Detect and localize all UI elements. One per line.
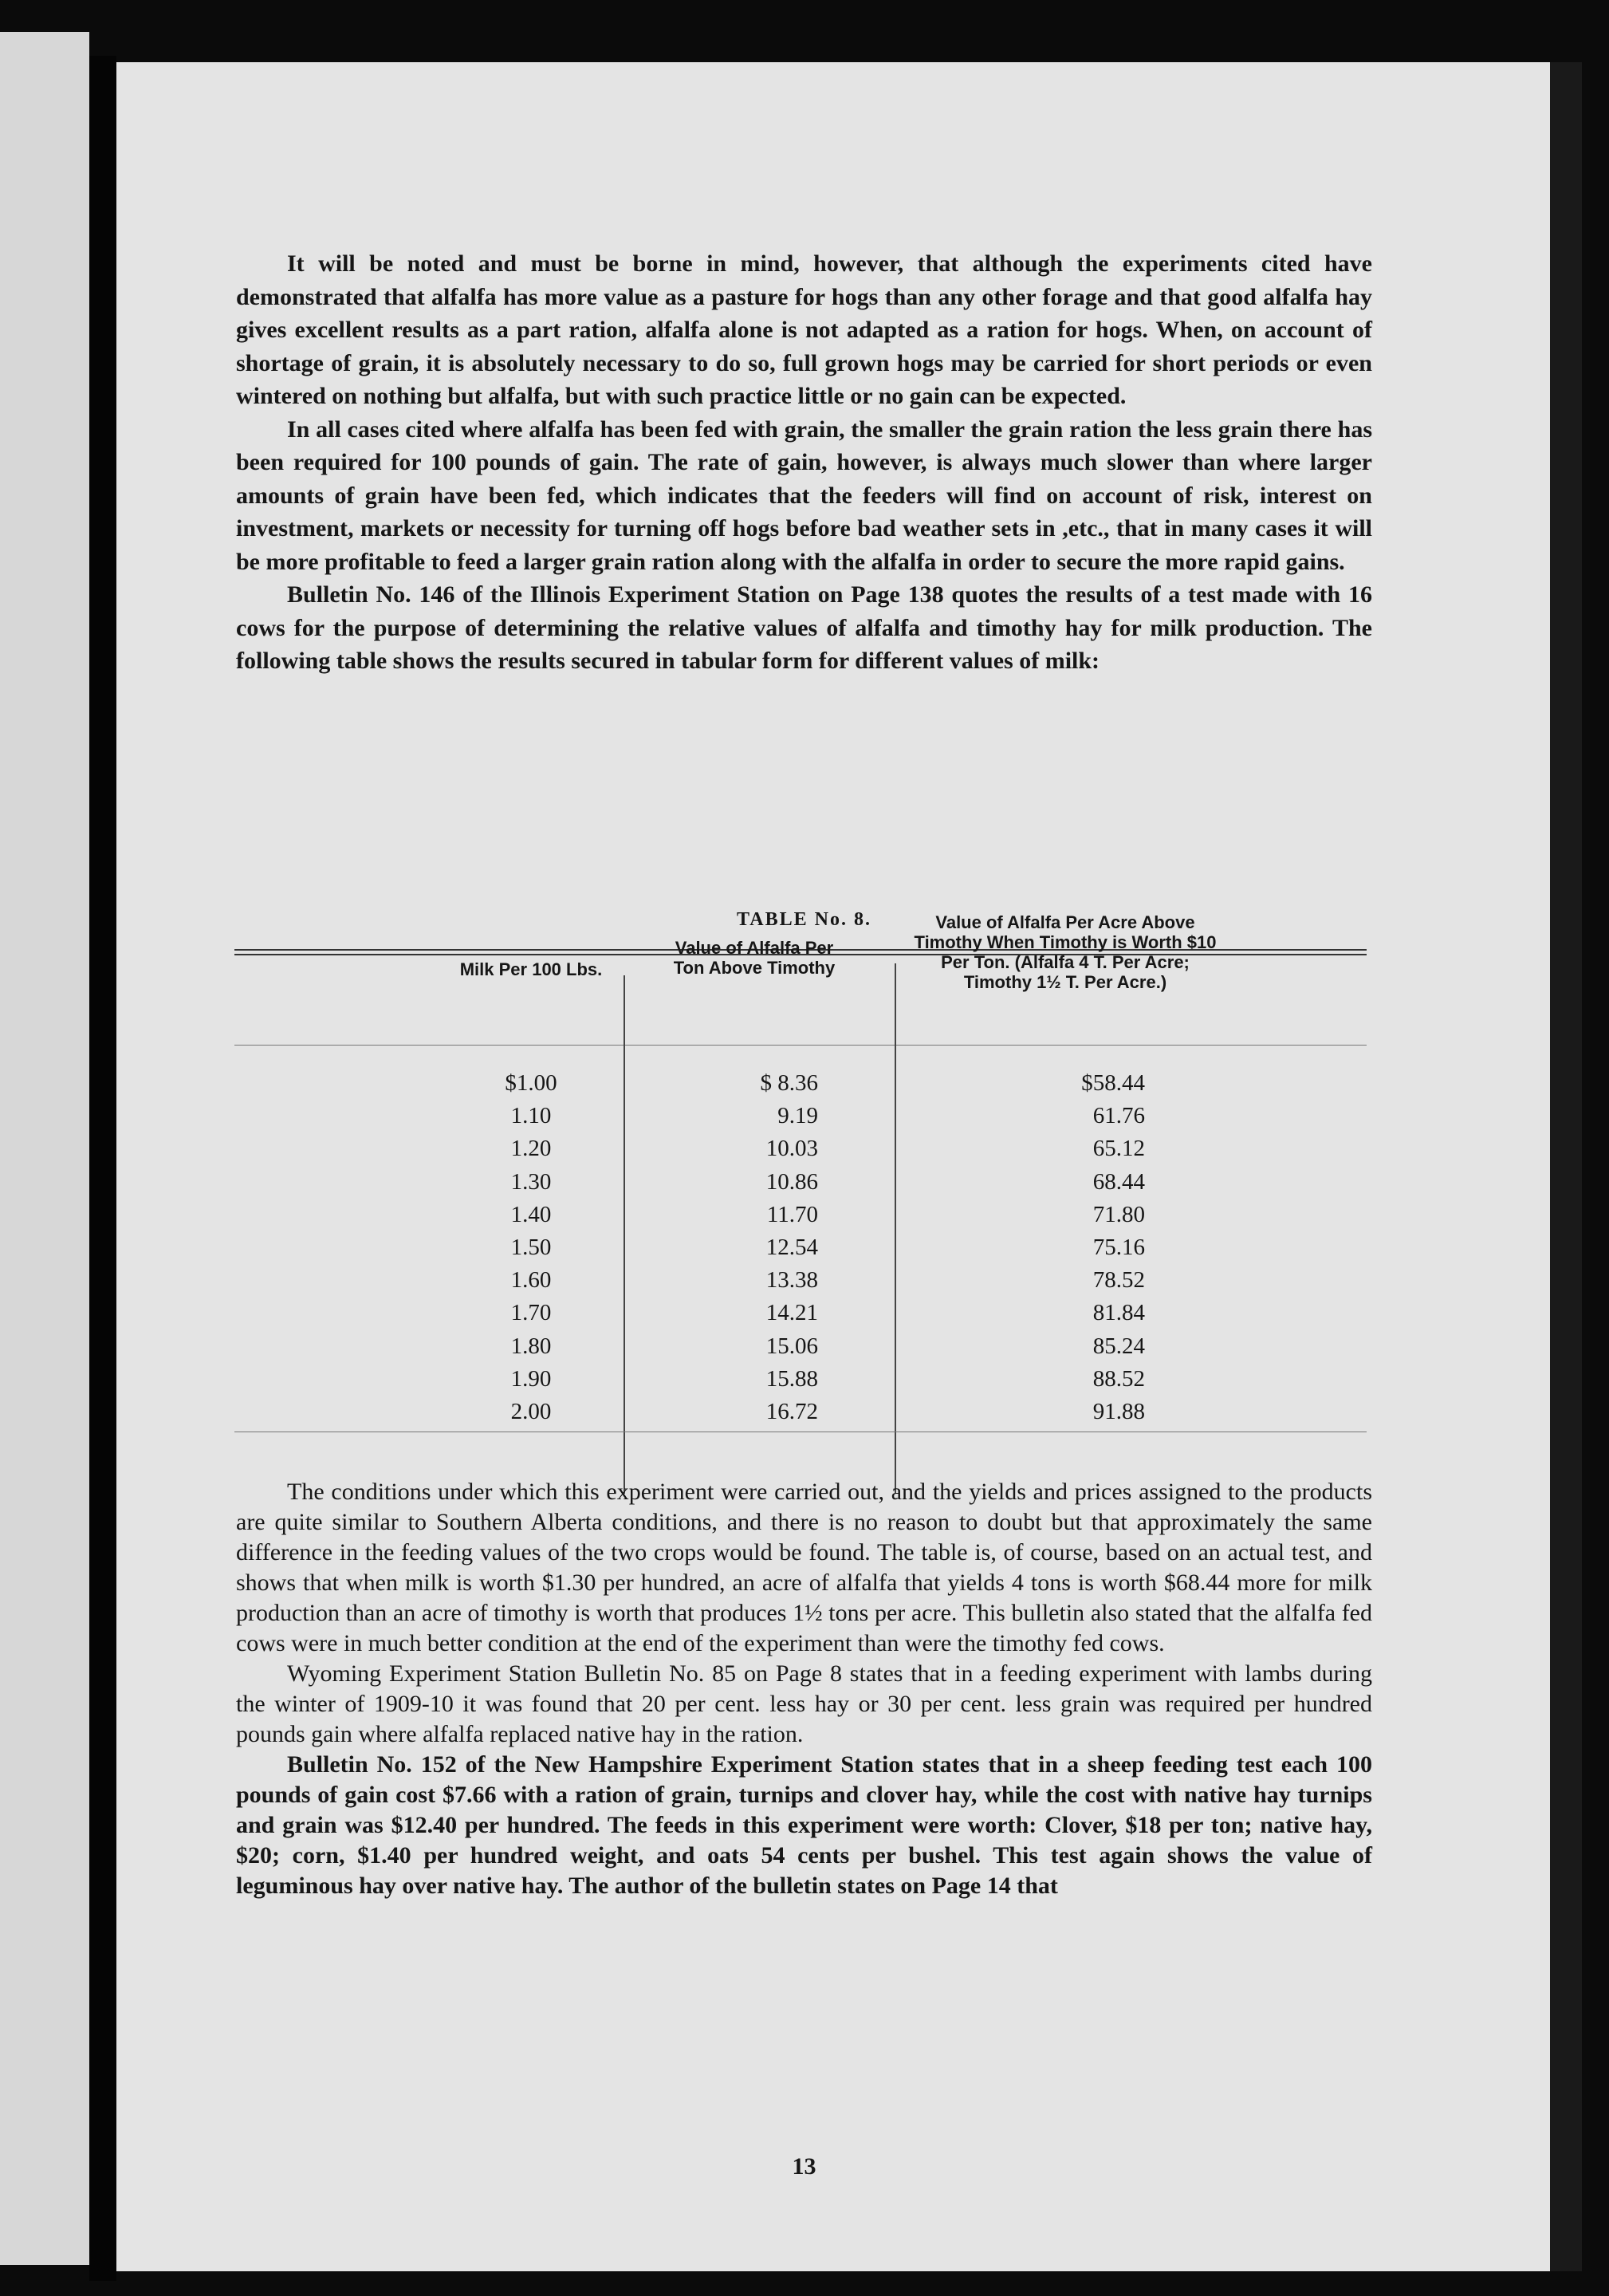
table-cell: $ 8.36 <box>760 1070 818 1096</box>
column-value-per-acre <box>1033 1067 1145 1428</box>
table-cell: 65.12 <box>1092 1136 1145 1162</box>
table-cell: 1.30 <box>510 1168 552 1195</box>
table-cell: 61.76 <box>1092 1103 1145 1129</box>
table-cell: 68.44 <box>1092 1168 1145 1195</box>
upper-text <box>236 247 1372 678</box>
table-cell: 10.86 <box>765 1168 818 1195</box>
table-cell: 1.80 <box>510 1333 552 1359</box>
header-milk-per-100-lbs: Milk Per 100 Lbs. <box>459 959 603 979</box>
table-cell: 1.10 <box>510 1103 552 1129</box>
paragraph-2: In all cases cited where alfalfa has been fed with grain, the smaller the grain ration the less grain there has been required for 100 pounds of gain. The rate of gain, however, is always much slower than where larger amounts of grain have been fed, which indicates that the feeders will find on account of risk, interest on investment, markets or necessity for turning off hogs before bad weather sets in ,etc., that in many cases it will be more profitable to feed a larger grain ration along with the alfalfa in order to secure the more rapid gains. <box>236 415 1372 575</box>
table-cell: 10.03 <box>765 1136 818 1162</box>
paragraph-3: Bulletin No. 146 of the Illinois Experiment Station on Page 138 quotes the results of a test made with 16 cows for the purpose of determining the relative values of alfalfa and timothy hay for milk production. The following table shows the results secured in tabular form for different values of milk: <box>236 581 1372 674</box>
table-cell: $58.44 <box>1081 1070 1145 1096</box>
table-cell: 15.88 <box>765 1365 818 1392</box>
table-cell: 91.88 <box>1092 1399 1145 1425</box>
table-cell: $1.00 <box>505 1070 557 1096</box>
document-page <box>116 62 1550 2271</box>
table-cell: 9.19 <box>777 1103 818 1129</box>
paragraph-4: The conditions under which this experiment were carried out, and the yields and prices assigned to the products are quite similar to Southern Alberta conditions, and there is no reason to doubt but that approximately the same difference in the feeding values of the two crops would be found. The table is, of course, based on an actual test, and shows that when milk is worth $1.30 per hundred, an acre of alfalfa that yields 4 tons is worth $68.44 more for milk production than an acre of timothy is worth that produces 1½ tons per acre. This bulletin also stated that the alfalfa fed cows were in much better condition at the end of the experiment than were the timothy fed cows. <box>236 1479 1372 1656</box>
column-milk-price <box>451 1067 611 1428</box>
paragraph-1: It will be noted and must be borne in mind, however, that although the experiments cited have demonstrated that alfalfa has more value as a pasture for hogs than any other forage and that good alfalfa hay gives excellent results as a part ration, alfalfa alone is not adapted as a ration for hogs. When, on account of shortage of grain, it is absolutely necessary to do so, full grown hogs may be carried for short periods or even wintered on nothing but alfalfa, but with such practice little or no gain can be expected. <box>236 250 1372 409</box>
table-cell: 2.00 <box>510 1399 552 1425</box>
binding-shadow <box>89 56 116 2281</box>
table-cell: 1.50 <box>510 1235 552 1261</box>
table-cell: 75.16 <box>1092 1235 1145 1261</box>
paragraph-6: Bulletin No. 152 of the New Hampshire Experiment Station states that in a sheep feeding test each 100 pounds of gain cost $7.66 with a ration of grain, turnips and clover hay, while the cost with native hay turnips and grain was $12.40 per hundred. The feeds in this experiment were worth: Clover, $18 per ton; native hay, $20; corn, $1.40 per hundred weight, and oats 54 cents per bushel. This test again shows the value of leguminous hay over native hay. The author of the bulletin states on Page 14 that <box>236 1751 1372 1899</box>
table-cell: 1.40 <box>510 1201 552 1227</box>
column-divider-1 <box>624 975 625 1494</box>
adjacent-page-sliver <box>0 32 89 2265</box>
table-cell: 81.84 <box>1092 1300 1145 1326</box>
table-cell: 1.60 <box>510 1267 552 1294</box>
paragraph-5: Wyoming Experiment Station Bulletin No. 85 on Page 8 states that in a feeding experiment with lambs during the winter of 1909-10 it was found that 20 per cent. less hay or 30 per cent. less grain was required per hundred pounds gain where alfalfa replaced native hay in the ration. <box>236 1660 1372 1747</box>
table-cell: 85.24 <box>1092 1333 1145 1359</box>
header-value-per-acre: Value of Alfalfa Per Acre Above Timothy When Timothy is Worth $10 Per Ton. (Alfalfa 4 T. Per Acre; Timothy 1½ T. Per Acre.) <box>914 912 1217 992</box>
table-cell: 12.54 <box>765 1235 818 1261</box>
table-cell: 88.52 <box>1092 1365 1145 1392</box>
page-number: 13 <box>792 2153 816 2180</box>
header-value-per-ton: Value of Alfalfa Per Ton Above Timothy <box>673 938 836 978</box>
table-cell: 14.21 <box>765 1300 818 1326</box>
table-cell: 16.72 <box>765 1399 818 1425</box>
table-cell: 15.06 <box>765 1333 818 1359</box>
table-cell: 78.52 <box>1092 1267 1145 1294</box>
column-divider-2 <box>895 963 896 1494</box>
table-cell: 1.20 <box>510 1136 552 1162</box>
page-edge-shadow <box>1550 62 1582 2271</box>
table-cell: 11.70 <box>766 1201 818 1227</box>
header-separator <box>234 1045 1367 1046</box>
table-cell: 13.38 <box>765 1267 818 1294</box>
lower-text <box>236 1477 1372 1901</box>
table-cell: 71.80 <box>1092 1201 1145 1227</box>
table-cell: 1.90 <box>510 1365 552 1392</box>
table-cell: 1.70 <box>510 1300 552 1326</box>
column-value-per-ton <box>690 1067 818 1428</box>
table-title: TABLE No. 8. <box>737 909 871 930</box>
